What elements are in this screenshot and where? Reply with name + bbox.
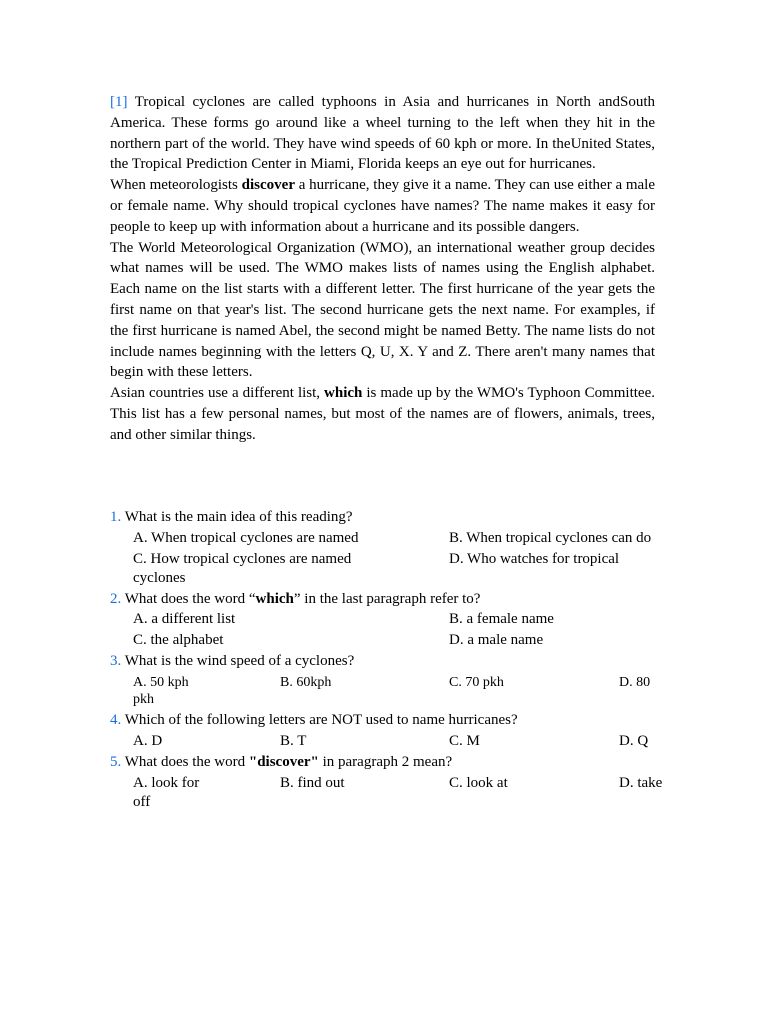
question-1-text: What is the main idea of this reading?	[121, 509, 353, 525]
question-1-option-d: D. Who watches for tropical	[449, 551, 620, 567]
question-2-option-a: A. a different list	[133, 611, 236, 627]
question-5-option-d-wrap: off	[133, 794, 151, 810]
paragraph-2-bold: discover	[241, 177, 295, 194]
paragraph-1	[110, 92, 655, 175]
paragraph-4	[110, 383, 655, 445]
question-2-option-b: B. a female name	[449, 611, 554, 627]
paragraph-2	[110, 175, 655, 237]
passage-marker: [1]	[110, 94, 128, 110]
question-4-text: Which of the following letters are NOT used to name hurricanes?	[121, 712, 518, 728]
question-1-option-c: C. How tropical cyclones are named	[133, 551, 352, 567]
question-2-option-c: C. the alphabet	[133, 632, 224, 648]
question-3	[110, 651, 354, 671]
question-5-option-a: A. look for	[133, 775, 200, 791]
question-1-option-a: A. When tropical cyclones are named	[133, 530, 359, 546]
question-5-number: 5.	[110, 754, 122, 770]
question-4-option-d: D. Q	[619, 733, 649, 749]
question-3-option-a: A. 50 kph	[133, 675, 189, 690]
reading-passage	[110, 92, 655, 446]
question-3-option-c: C. 70 pkh	[449, 675, 504, 690]
question-5	[110, 752, 452, 772]
question-3-number: 3.	[110, 653, 122, 669]
paragraph-3: The World Meteorological Organization (WMO), an international weather group decides what names will be used. The WMO makes lists of names using the English alphabet. Each name on the list starts with a different letter. The first hurricane of the year gets the first name on that year's list. The second hurricane gets the next name. For examples, if the first hurricane is named Abel, the second might be named Betty. The name lists do not include names beginning with the letters Q, U, X. Y and Z. There aren't many names that begin with these letters.	[110, 239, 655, 381]
paragraph-4-text-b: is made up by the WMO's Typhoon Committee. This list has a few personal names, but most of the names are of flowers, animals, trees, and other similar things.	[110, 385, 655, 443]
paragraph-2-text-b: a hurricane, they give it a name. They can use either a male or female name. Why should tropical cyclones have names? The name makes it easy for people to keep up with information about a hurricane and its possible dangers.	[110, 177, 656, 235]
question-2-number: 2.	[110, 591, 122, 607]
question-4-option-a: A. D	[133, 733, 163, 749]
question-3-option-d-wrap: pkh	[133, 692, 154, 707]
question-2-text-a: What does the word “	[121, 591, 256, 607]
question-5-text-b: in paragraph 2 mean?	[318, 754, 453, 770]
question-4	[110, 710, 518, 730]
paragraph-2-text-a: When meteorologists	[110, 177, 242, 194]
question-3-text: What is the wind speed of a cyclones?	[121, 653, 355, 669]
question-5-option-d: D. take	[619, 775, 663, 791]
question-4-number: 4.	[110, 712, 122, 728]
question-5-option-c: C. look at	[449, 775, 508, 791]
question-2	[110, 589, 480, 609]
question-5-option-b: B. find out	[280, 775, 345, 791]
question-1-option-b: B. When tropical cyclones can do	[449, 530, 652, 546]
question-1-option-c-wrap: cyclones	[133, 570, 186, 586]
question-2-text-b: ” in the last paragraph refer to?	[293, 591, 481, 607]
question-4-option-c: C. M	[449, 733, 480, 749]
question-5-text-a: What does the word	[121, 754, 249, 770]
question-3-option-b: B. 60kph	[280, 675, 332, 690]
paragraph-4-text-a: Asian countries use a different list,	[110, 385, 325, 402]
paragraph-1-text: Tropical cyclones are called typhoons in Asia and hurricanes in North andSouth America. These forms go around like a wheel turning to the left when they hit in the northern part of the world. They have wind speeds of 60 kph or more. In theUnited States, the Tropical Prediction Center in Miami, Florida keeps an eye out for hurricanes.	[110, 94, 655, 173]
question-2-bold: which	[255, 591, 294, 607]
question-1-number: 1.	[110, 509, 122, 525]
question-3-option-d: D. 80	[619, 675, 651, 690]
question-4-option-b: B. T	[280, 733, 307, 749]
paragraph-4-bold: which	[324, 385, 363, 402]
question-1	[110, 507, 353, 527]
question-5-bold: "discover"	[248, 754, 319, 770]
question-2-option-d: D. a male name	[449, 632, 544, 648]
